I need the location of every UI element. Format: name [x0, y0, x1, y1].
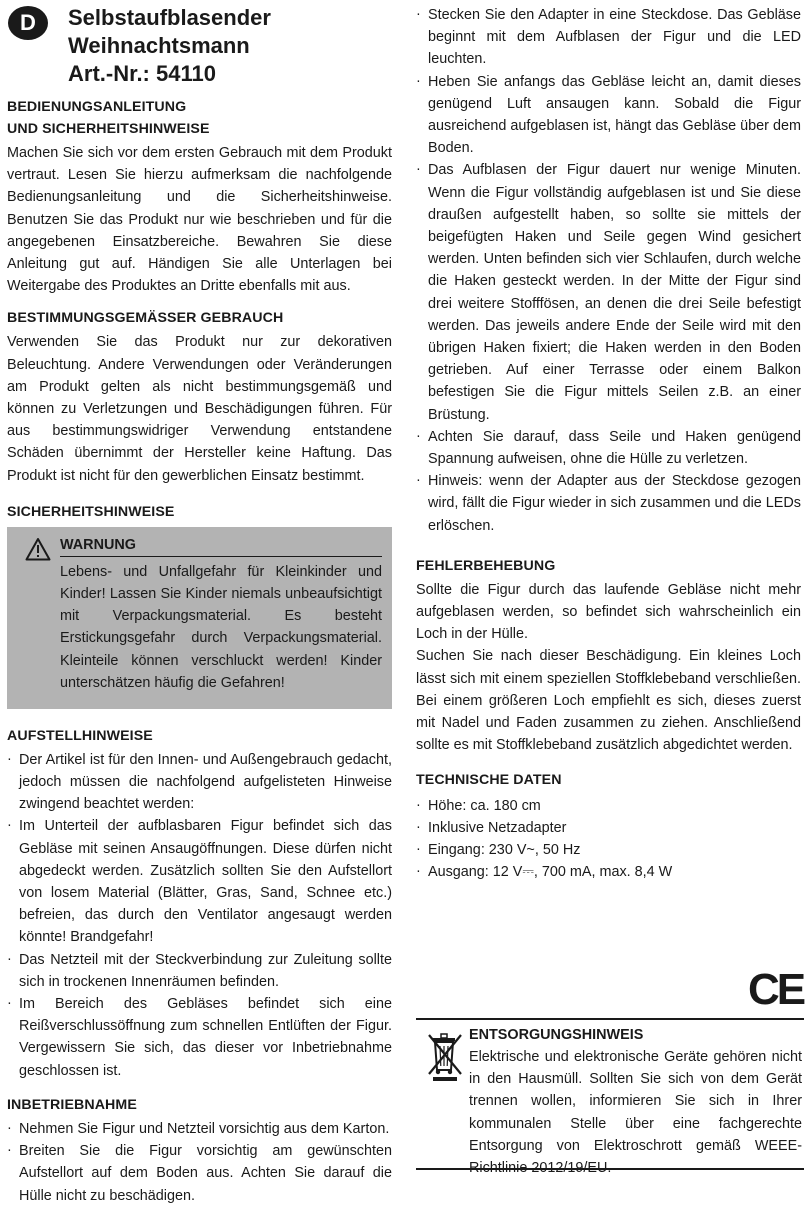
title-line-1: Selbstaufblasender — [68, 5, 271, 30]
startup-heading: INBETRIEBNAHME — [7, 1096, 137, 1113]
warning-box — [7, 527, 392, 709]
list-item: · Im Unterteil der aufblasbaren Figur befindet sich das Gebläse mit seinen Ansaugöffnungen. Diese dürfen nicht abgedeckt werden. Zusätzlich sollten Sie den Aufstellort von losem Material (Blätter, Gras, Sand, Schnee etc.) befreien, das durch den Ventilator angesaugt werden könnte! Brandgefahr! — [7, 815, 392, 948]
warning-title: WARNUNG — [60, 535, 382, 557]
list-item: · Ausgang: 12 V⎓, 700 mA, max. 8,4 W — [416, 861, 801, 883]
manual-heading-2: UND SICHERHEITSHINWEISE — [7, 121, 210, 137]
disposal-box — [416, 1018, 804, 1177]
safety-heading: SICHERHEITSHINWEISE — [7, 503, 175, 520]
disposal-text: Elektrische und elektronische Geräte gehören nicht in den Hausmüll. Sollten Sie sich von dem Gerät trennen wollen, informieren Sie sich in Ihrer kommunalen Stelle über eine fachgerechte Entsorgung von Elektroschrott gemäß WEEE-Richtlinie 2012/19/EU. — [469, 1049, 802, 1177]
section-startup — [7, 1094, 392, 1207]
manual-text: Machen Sie sich vor dem ersten Gebrauch mit dem Produkt vertraut. Lesen Sie hierzu aufmerksam die nachfolgende Bedienungsanleitung und die Sicherheitshinweise. Benutzen Sie das Produkt nur wie beschrieben und für die angegebenen Einsatzbereiche. Bewahren Sie diese Anleitung gut auf. Händigen Sie alle Unterlagen bei Weitergabe des Produktes an Dritte ebenfalls mit aus. — [7, 145, 392, 295]
right-column — [416, 0, 801, 883]
section-safety — [7, 501, 392, 709]
title-line-3: Art.-Nr.: 54110 — [68, 61, 216, 86]
list-item: · Achten Sie darauf, dass Seile und Haken genügend Spannung aufweisen, ohne die Hülle zu verletzen. — [416, 426, 801, 470]
setup-heading: AUFSTELLHINWEISE — [7, 727, 153, 744]
title-line-2: Weihnachtsmann — [68, 33, 250, 58]
list-item: · Nehmen Sie Figur und Netzteil vorsichtig aus dem Karton. — [7, 1118, 392, 1140]
crossed-bin-icon — [426, 1032, 464, 1082]
section-manual — [7, 96, 392, 297]
list-item: · Der Artikel ist für den Innen- und Außengebrauch gedacht, jedoch müssen die nachfolgend aufgelisteten Hinweise zwingend beachtet werden: — [7, 749, 392, 816]
manual-heading-1: BEDIENUNGSANLEITUNG — [7, 99, 187, 115]
section-troubleshooting — [416, 555, 801, 757]
disposal-heading: ENTSORGUNGSHINWEIS — [469, 1027, 644, 1043]
left-column — [7, 0, 392, 1207]
list-item: · Das Netzteil mit der Steckverbindung zur Zuleitung sollte sich in trockenen Innenräumen befinden. — [7, 949, 392, 993]
list-item: · Breiten Sie die Figur vorsichtig am gewünschten Aufstellort auf dem Boden aus. Achten Sie darauf die Hülle nicht zu beschädigen. — [7, 1140, 392, 1207]
tech-list — [416, 795, 801, 884]
list-item: · Höhe: ca. 180 cm — [416, 795, 801, 817]
ce-mark: CE — [748, 965, 804, 1014]
list-item: · Im Bereich des Gebläses befindet sich eine Reißverschlussöffnung zum schnellen Entlüften der Figur. Vergewissern Sie sich, das dieser vor Inbetriebnahme geschlossen ist. — [7, 993, 392, 1082]
list-item: · Hinweis: wenn der Adapter aus der Steckdose gezogen wird, fällt die Figur wieder in sich zusammen und die LEDs erlöschen. — [416, 470, 801, 537]
troubleshooting-text-2: Suchen Sie nach dieser Beschädigung. Ein kleines Loch lässt sich mit einem speziellen Stoffklebeband verschließen. Bei einem größeren Loch empfiehlt es sich, dieses zuerst mit Nadel und Faden zusammen zu ziehen. Anschließend sollte es mit Stoffklebeband zusätzlich abgedichtet werden. — [416, 648, 801, 754]
list-item: · Eingang: 230 V~, 50 Hz — [416, 839, 801, 861]
list-item: · Das Aufblasen der Figur dauert nur wenige Minuten. Wenn die Figur vollständig aufgeblasen ist und Sie diese draußen aufgestellt haben, so sollte sie mittels der beigefügten Haken und Seile gegen Wind gesichert werden. Unten befinden sich vier Schlaufen, durch welche die Haken gesteckt werden. In der Mitte der Figur sind drei weitere Stofffösen, an denen die drei Seile befestigt werden. Das jeweils andere Ende der Seile wird mit den übrigen Haken fixiert; die Haken werden in den Boden getrieben. Auf einer Terrasse oder einem Balkon befestigen Sie die Figur mittels Seilen z.B. an einer Brüstung. — [416, 159, 801, 425]
warning-text: Lebens- und Unfallgefahr für Kleinkinder und Kinder! Lassen Sie Kinder niemals unbeaufsichtigt mit Verpackungsmaterial. Es besteht Erstickungsgefahr durch Verpackungsmaterial. Kleinteile können verschluckt werden! Kinder unterschätzen häufig die Gefahren! — [60, 563, 382, 691]
setup-list — [7, 749, 392, 1082]
warning-content — [60, 535, 382, 694]
title-block — [7, 4, 392, 96]
tech-heading: TECHNISCHE DATEN — [416, 771, 562, 788]
section-intended-use — [7, 307, 392, 486]
intended-use-text: Verwenden Sie das Produkt nur zur dekorativen Beleuchtung. Andere Verwendungen oder Veränderungen am Produkt gelten als nicht bestimmungsgemäß und können zu Verletzungen und Beschädigungen führen. Für aus bestimmungswidriger Verwendung entstandene Schäden übernimmt der Hersteller keine Haftung. Das Produkt ist nicht für den gewerblichen Einsatz bestimmt. — [7, 334, 392, 484]
section-tech-data — [416, 769, 801, 884]
startup-list — [7, 1118, 392, 1207]
section-setup — [7, 725, 392, 1082]
list-item: · Heben Sie anfangs das Gebläse leicht an, damit dieses genügend Luft ansaugen kann. Sobald die Figur ausreichend aufgeblasen ist, hängt das Gebläse über dem Boden. — [416, 71, 801, 160]
page-title — [68, 4, 271, 88]
list-item: · Inklusive Netzadapter — [416, 817, 801, 839]
list-item: · Stecken Sie den Adapter in eine Steckdose. Das Gebläse beginnt mit dem Aufblasen der Figur und die LED leuchten. — [416, 4, 801, 71]
language-badge: D — [8, 6, 48, 40]
troubleshooting-heading: FEHLERBEHEBUNG — [416, 557, 556, 574]
intended-use-heading: BESTIMMUNGSGEMÄSSER GEBRAUCH — [7, 310, 284, 327]
warning-triangle-icon — [25, 537, 51, 561]
troubleshooting-text-1: Sollte die Figur durch das laufende Gebläse nicht mehr aufgeblasen werden, so befindet sich wahrscheinlich ein Loch in der Hülle. — [416, 581, 801, 643]
startup-continued-list — [416, 4, 801, 537]
disposal-content — [469, 1024, 802, 1179]
